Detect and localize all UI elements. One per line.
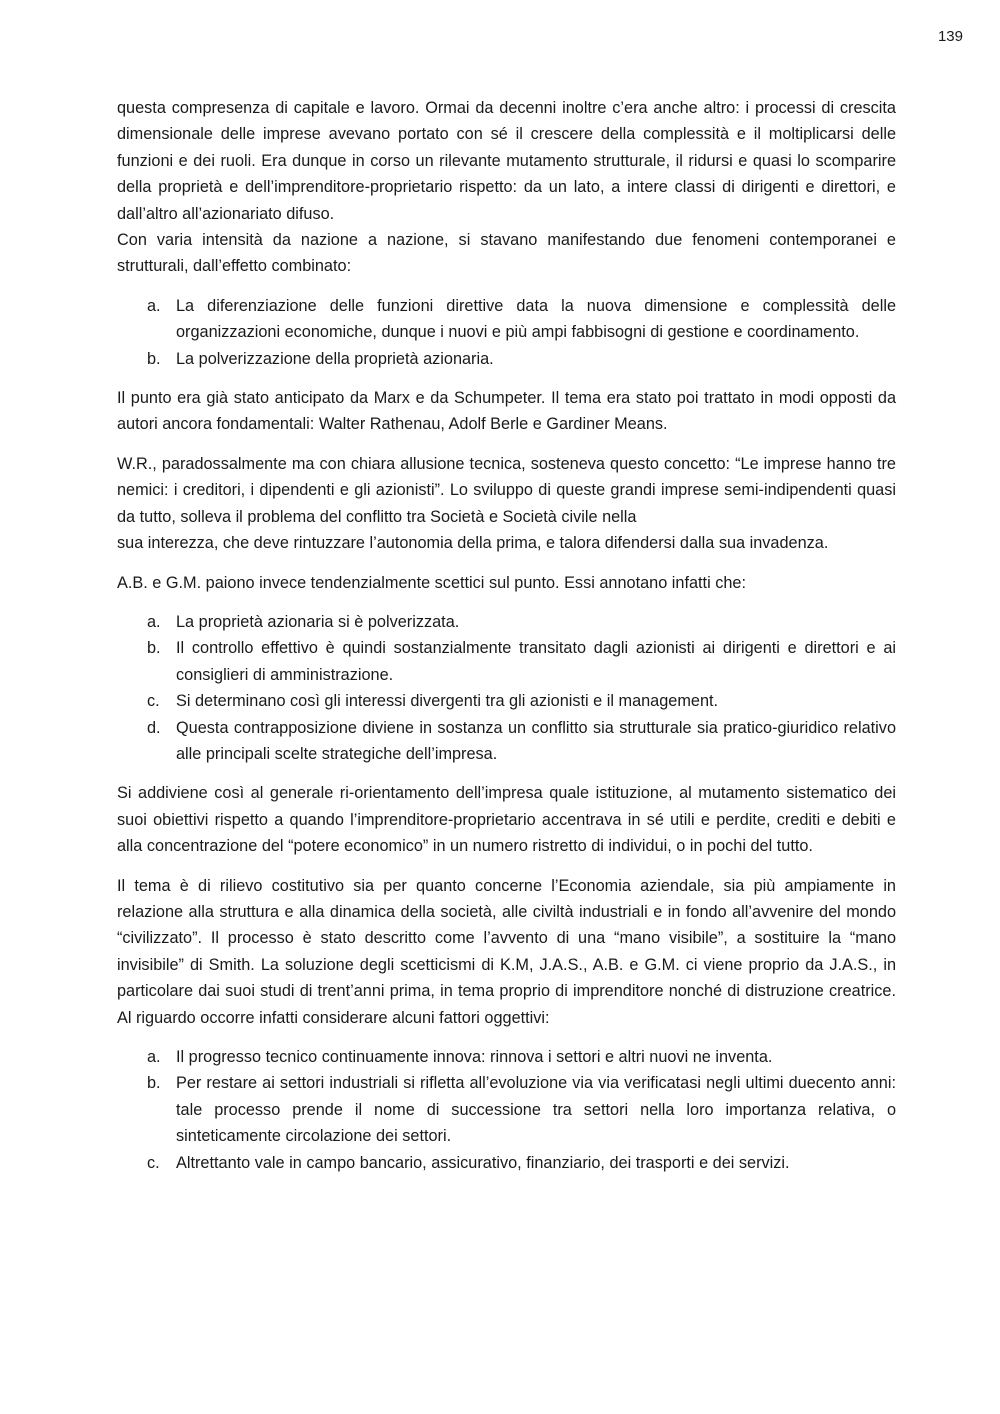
paragraph: Il tema è di rilievo costitutivo sia per quanto concerne l’Economia aziendale, sia più ampiamente in relazione alla struttura e alla dinamica della società, alle civiltà industriali e in fondo all’avvenire del mondo “civilizzato”. Il processo è stato descritto come l’avvento di una “mano visibile”, a sostituire la “mano invisibile” di Smith. La soluzione degli scetticismi di K.M, J.A.S., A.B. e G.M. ci viene proprio da J.A.S., in particolare dai suoi studi di trent’anni prima, in tema proprio di imprenditore nonché di distruzione creatrice. Al riguardo occorre infatti considerare alcuni fattori oggettivi: <box>117 876 896 1027</box>
list-item <box>117 609 896 635</box>
paragraph: A.B. e G.M. paiono invece tendenzialmente scettici sul punto. Essi annotano infatti che: <box>117 573 746 592</box>
lettered-list <box>117 1044 896 1176</box>
paragraph: W.R., paradossalmente ma con chiara allusione tecnica, sosteneva questo concetto: “Le imprese hanno tre nemici: i creditori, i dipendenti e gli azionisti”. Lo sviluppo di queste grandi imprese semi-indipendenti quasi da tutto, solleva il problema del conflitto tra Società e Società civile nella <box>117 454 896 526</box>
list-item-text: La polverizzazione della proprietà azionaria. <box>176 349 494 368</box>
list-marker: a. <box>147 612 161 631</box>
list-item <box>117 1070 896 1149</box>
list-item-text: Il controllo effettivo è quindi sostanzialmente transitato dagli azionisti ai dirigenti e direttori e ai consiglieri di amministrazione. <box>176 639 896 684</box>
list-item <box>117 688 896 714</box>
paragraph: sua interezza, che deve rintuzzare l’autonomia della prima, e talora difendersi dalla sua invadenza. <box>117 534 829 553</box>
list-marker: a. <box>147 1048 161 1066</box>
list-item-text: La proprietà azionaria si è polverizzata. <box>176 612 460 631</box>
paragraph: questa compresenza di capitale e lavoro. Ormai da decenni inoltre c’era anche altro: i processi di crescita dimensionale delle imprese avevano portato con sé il crescere della complessità e il moltiplicarsi delle funzioni e dei ruoli. Era dunque in corso un rilevante mutamento strutturale, il ridursi e quasi lo scomparire della proprietà e dell’imprenditore-proprietario rispetto: da un lato, a intere classi di dirigenti e direttori, e dall’altro all’azionariato difuso. <box>117 99 896 223</box>
lettered-list <box>117 293 896 372</box>
list-item-text: Il progresso tecnico continuamente innova: rinnova i settori e altri nuovi ne inventa. <box>176 1048 773 1066</box>
list-item <box>117 346 896 372</box>
page-number: 139 <box>937 28 963 45</box>
list-item-text: Altrettanto vale in campo bancario, assicurativo, finanziario, dei trasporti e dei servizi. <box>176 1153 790 1172</box>
list-marker: c. <box>147 692 160 711</box>
list-item-text: Si determinano così gli interessi divergenti tra gli azionisti e il management. <box>176 692 719 711</box>
list-marker: b. <box>147 1074 161 1093</box>
list-item <box>117 635 896 688</box>
list-marker: a. <box>147 296 161 315</box>
document-body <box>117 95 896 1189</box>
list-item-text: Per restare ai settori industriali si rifletta all’evoluzione via via verificatasi negli ultimi duecento anni: tale processo prende il nome di successione tra settori nella loro importanza relativa, o sinteticamente circolazione dei settori. <box>176 1074 896 1146</box>
list-item <box>117 715 896 768</box>
list-marker: d. <box>147 718 161 737</box>
list-marker: b. <box>147 639 161 658</box>
list-marker: b. <box>147 349 161 368</box>
list-item-text: Questa contrapposizione diviene in sostanza un conflitto sia strutturale sia pratico-giuridico relativo alle principali scelte strategiche dell’impresa. <box>176 718 896 763</box>
list-marker: c. <box>147 1153 160 1172</box>
paragraph: Il punto era già stato anticipato da Marx e da Schumpeter. Il tema era stato poi trattato in modi opposti da autori ancora fondamentali: Walter Rathenau, Adolf Berle e Gardiner Means. <box>117 389 896 434</box>
list-item <box>117 1044 896 1070</box>
paragraph: Con varia intensità da nazione a nazione, si stavano manifestando due fenomeni contemporanei e strutturali, dall’effetto combinato: <box>117 231 896 276</box>
list-item-text: La diferenziazione delle funzioni direttive data la nuova dimensione e complessità delle organizzazioni economiche, dunque i nuovi e più ampi fabbisogni di gestione e coordinamento. <box>176 296 896 342</box>
list-item <box>117 293 896 346</box>
list-item <box>117 1150 896 1176</box>
paragraph: Si addiviene così al generale ri-orientamento dell’impresa quale istituzione, al mutamento sistematico dei suoi obiettivi rispetto a quando l’imprenditore-proprietario accentrava in sé utili e perdite, crediti e debiti e alla concentrazione del “potere economico” in un numero ristretto di individui, o in pochi del tutto. <box>117 784 896 856</box>
lettered-list <box>117 609 896 767</box>
